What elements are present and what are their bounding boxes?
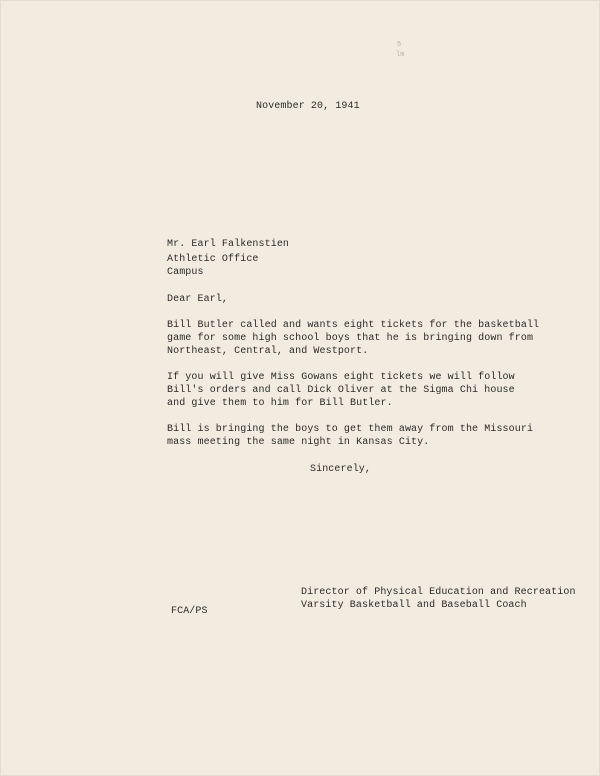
signature-title-line-2: Varsity Basketball and Baseball Coach: [301, 600, 527, 611]
closing: Sincerely,: [310, 464, 372, 475]
letter-date: November 20, 1941: [256, 101, 360, 112]
corner-mark: 5: [397, 41, 402, 49]
paragraph-2-line-3: and give them to him for Bill Butler.: [167, 398, 393, 409]
paragraph-1-line-1: Bill Butler called and wants eight tickets for the basketball: [167, 320, 540, 331]
recipient-location: Campus: [167, 267, 204, 278]
salutation: Dear Earl,: [167, 294, 229, 305]
paragraph-3-line-2: mass meeting the same night in Kansas City.: [167, 437, 430, 448]
paragraph-1-line-3: Northeast, Central, and Westport.: [167, 346, 369, 357]
paragraph-3-line-1: Bill is bringing the boys to get them away from the Missouri: [167, 424, 534, 435]
signature-title-line-1: Director of Physical Education and Recreation: [301, 587, 576, 598]
paragraph-2-line-1: If you will give Miss Gowans eight tickets we will follow: [167, 372, 515, 383]
typist-initials: FCA/PS: [171, 606, 208, 617]
paragraph-2-line-2: Bill's orders and call Dick Oliver at the Sigma Chi house: [167, 385, 515, 396]
paragraph-1-line-2: game for some high school boys that he is bringing down from: [167, 333, 534, 344]
recipient-name: Mr. Earl Falkenstien: [167, 239, 290, 250]
recipient-office: Athletic Office: [167, 254, 259, 265]
corner-mark-secondary: lm: [396, 51, 405, 59]
